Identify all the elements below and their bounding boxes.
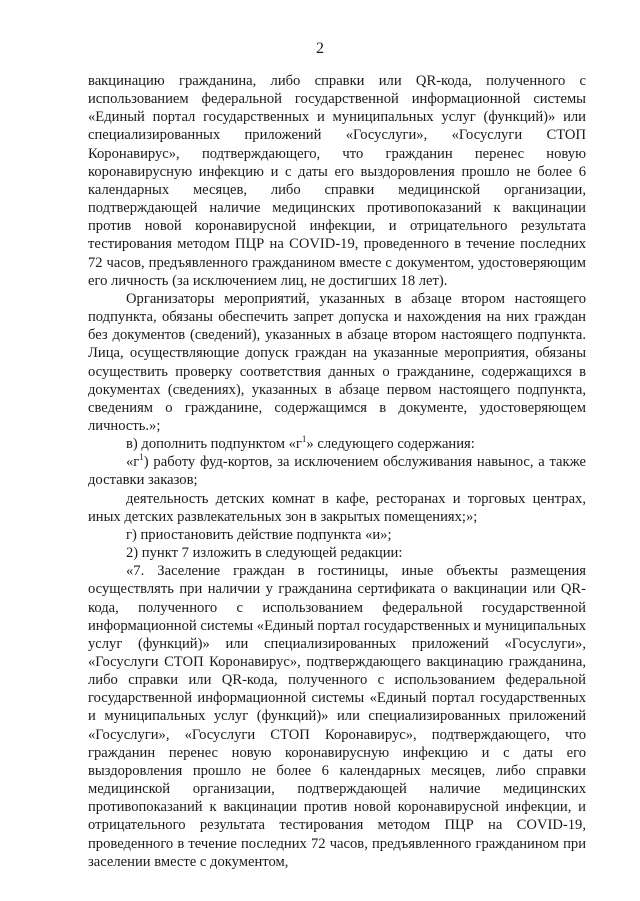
paragraph-organizers: Организаторы мероприятий, указанных в абзаце втором настоящего подпункта, обязаны обеспечить запрет допуска и нахождения на них граждан без документов (сведений), указанных в абзаце втором настоящего подпункта. Лица, осуществляющие допуск граждан на указанные мероприятия, обязаны осуществить проверку соответствия данных о гражданине, содержащихся в документах (сведениях), указанных в абзаце первом настоящего подпункта, сведениям о гражданине, содержащимся в документе, удостоверяющем личность.»;: [88, 290, 586, 434]
superscript-one: 1: [301, 434, 307, 445]
paragraph-add-subitem: [88, 435, 586, 453]
paragraph-food-courts-pre: «г: [126, 454, 140, 471]
paragraph-food-courts-post: ) работу фуд-кортов, за исключением обслуживания навынос, а также доставки заказов;: [88, 454, 586, 489]
superscript-one: 1: [139, 452, 144, 463]
paragraph-kids-rooms: деятельность детских комнат в кафе, ресторанах и торговых центрах, иных детских развлекательных зон в закрытых помещениях;»;: [88, 490, 586, 525]
paragraph-suspend-subitem: г) приостановить действие подпункта «и»;: [126, 526, 392, 543]
paragraph-food-courts: [88, 453, 586, 489]
document-body: [88, 72, 586, 871]
page-number: 2: [316, 40, 324, 57]
paragraph-vaccination-continuation: вакцинацию гражданина, либо справки или QR-кода, полученного с использованием федеральной государственной информационной системы «Единый портал государственных и муниципальных услуг (функций)» или специализированных приложений «Госуслуги», «Госуслуги СТОП Коронавирус», подтверждающего, что гражданин перенес новую коронавирусную инфекцию и с даты его выздоровления прошло не более 6 календарных месяцев, либо справки медицинской организации, подтверждающей наличие медицинских противопоказаний к вакцинации против новой коронавирусной инфекции, и отрицательного результата тестирования методом ПЦР на COVID-19, проведенного в течение последних 72 часов, предъявленного гражданином вместе с документом, удостоверяющим его личность (за исключением лиц, не достигших 18 лет).: [88, 73, 586, 289]
paragraph-item-7-intro: 2) пункт 7 изложить в следующей редакции:: [126, 545, 403, 562]
paragraph-add-subitem-pre: в) дополнить подпунктом «г: [126, 436, 302, 453]
paragraph-item-7-hotels: «7. Заселение граждан в гостиницы, иные объекты размещения осуществлять при наличии у гражданина сертификата о вакцинации или QR-кода, полученного с использованием федеральной государственной информационной системы «Единый портал государственных и муниципальных услуг (функций)» или специализированных приложений «Госуслуги», «Госуслуги СТОП Коронавирус», подтверждающего вакцинацию гражданина, либо справки или QR-кода, полученного с использованием федеральной государственной информационной системы «Единый портал государственных и муниципальных услуг (функций)» или специализированных приложений «Госуслуги», «Госуслуги СТОП Коронавирус», подтверждающего, что гражданин перенес новую коронавирусную инфекцию и с даты его выздоровления прошло не более 6 календарных месяцев, либо справки медицинской организации, подтверждающей наличие медицинских противопоказаний к вакцинации против новой коронавирусной инфекции, и отрицательного результата тестирования методом ПЦР на COVID-19, проведенного в течение последних 72 часов, предъявленного гражданином при заселении вместе с документом,: [88, 563, 586, 870]
paragraph-add-subitem-post: » следующего содержания:: [306, 436, 475, 453]
